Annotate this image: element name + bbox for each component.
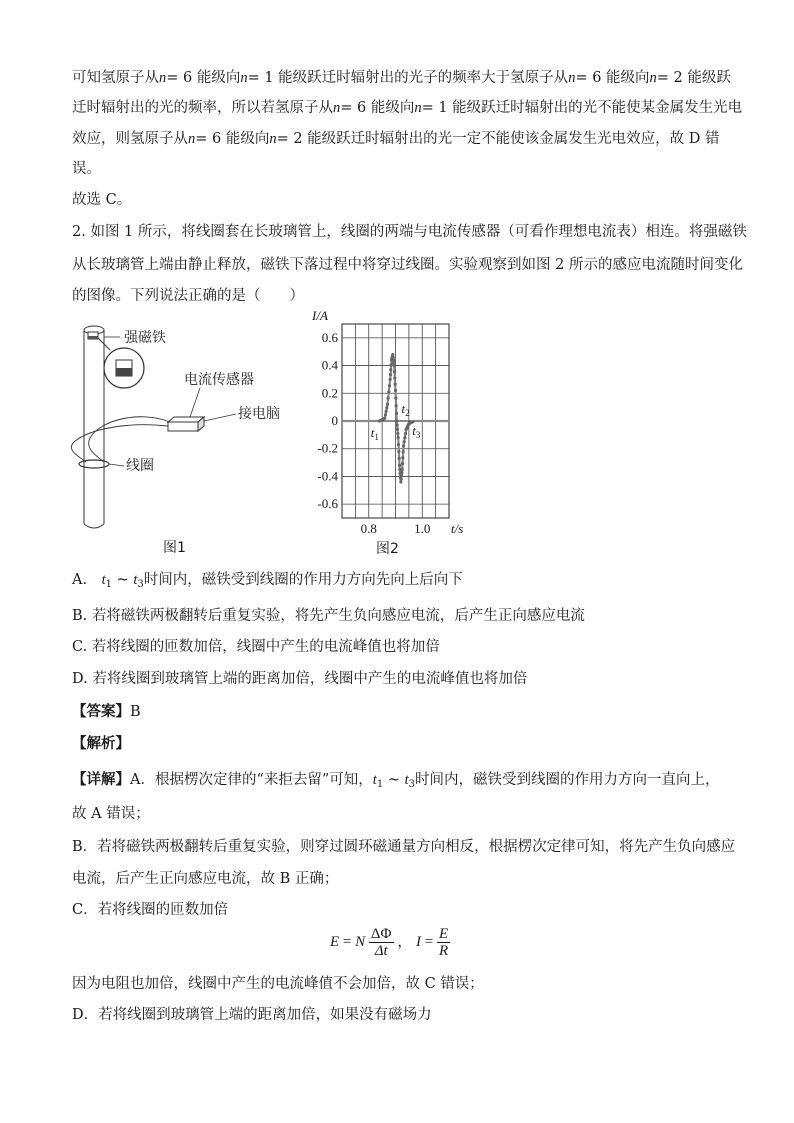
denominator: Δt <box>374 943 388 960</box>
label-magnet: 强磁铁 <box>124 330 166 346</box>
option-a <box>72 570 463 595</box>
series-point <box>397 443 400 446</box>
series-point <box>389 373 392 376</box>
fraction-e-r <box>437 926 450 959</box>
series-point <box>400 471 403 474</box>
y-tick-label: -0.2 <box>317 440 338 456</box>
y-tick-label: 0 <box>331 413 338 428</box>
annotation-subscript: 2 <box>405 408 410 418</box>
text: ~ <box>112 572 134 588</box>
question-line-2: 从长玻璃管上端由静止释放，磁铁下落过程中将穿过线圈。实验观察到如图 2 所示的感应电流随时间变化 <box>72 257 743 273</box>
text: A. <box>72 572 102 588</box>
annotation-t3: $t_3$ <box>412 423 421 440</box>
text: 可知氢原子从 <box>72 70 159 86</box>
y-axis-label: I/A <box>312 310 328 323</box>
chart-y-ticks <box>317 330 338 511</box>
answer-line <box>72 702 141 722</box>
annotation-t1: $t_1$ <box>370 425 379 442</box>
y-tick-label: -0.6 <box>317 496 338 512</box>
intro-line-1 <box>72 68 731 88</box>
y-tick-label: 0.6 <box>321 329 338 345</box>
intro-line-2 <box>72 98 742 118</box>
detail-a-line-2: 故 A 错误； <box>72 806 150 822</box>
text: = <box>339 934 356 950</box>
text: 能级向 <box>601 70 650 86</box>
series-point <box>401 462 404 465</box>
series-point <box>385 410 388 413</box>
detail-d-line-1: D．若将线圈到玻璃管上端的距离加倍，如果没有磁场力 <box>72 1007 432 1023</box>
var-n: N <box>355 934 366 950</box>
series-point <box>394 397 397 400</box>
series-point <box>395 419 398 422</box>
text: = 6 <box>166 70 193 86</box>
var-n: n <box>240 70 248 86</box>
text: = 6 <box>575 70 602 86</box>
text: 能级向 <box>366 100 415 116</box>
analysis-label-text: 【解析】 <box>72 735 130 752</box>
var-n: n <box>414 100 422 116</box>
series-point <box>402 450 405 453</box>
series-point <box>390 363 393 366</box>
annotation-subscript: 1 <box>374 432 379 442</box>
y-tick-label: -0.4 <box>317 468 338 484</box>
series-point <box>400 474 403 477</box>
text: 能级跃迁时辐射出的光子的频率大于氢原子从 <box>273 70 569 86</box>
series-point <box>396 432 399 435</box>
sub: 3 <box>137 579 144 590</box>
var-t: t <box>372 772 377 788</box>
text: ， <box>393 934 413 950</box>
series-point <box>395 412 398 415</box>
sub: 1 <box>105 579 112 590</box>
var-e: E <box>330 934 340 950</box>
detail-b-line-2: 电流，后产生正向感应电流，故 B 正确； <box>72 871 339 887</box>
series-point <box>397 450 400 453</box>
series-point <box>398 457 401 460</box>
text: = 1 <box>421 100 448 116</box>
series-point <box>383 417 386 420</box>
text: 效应，则氢原子从 <box>72 131 188 147</box>
detail-c-line-2: 因为电阻也加倍，线圈中产生的电流峰值不会加倍，故 C 错误； <box>72 976 484 992</box>
x-tick-label: 0.8 <box>360 521 377 536</box>
numerator: ΔΦ <box>370 926 392 943</box>
text: 能级向 <box>221 131 270 147</box>
series-point <box>400 477 403 480</box>
figure-1 <box>60 310 300 560</box>
text: 能级向 <box>192 70 241 86</box>
text: = 2 <box>656 70 683 86</box>
label-coil: 线圈 <box>126 458 154 474</box>
var-n: n <box>188 131 196 147</box>
chart-x-ticks <box>361 521 431 536</box>
figure-2-caption: 图2 <box>376 541 399 557</box>
series-point <box>394 389 397 392</box>
series-point <box>387 397 390 400</box>
series-point <box>385 406 388 409</box>
detail-c-line-1: C．若将线圈的匝数加倍 <box>72 902 229 918</box>
intro-choice: 故选 C。 <box>72 192 132 208</box>
series-point <box>386 403 389 406</box>
text: = 2 <box>276 131 303 147</box>
text: 能级跃迁时辐射出的光一定不能使该金属发生光电效应，故 D 错 <box>302 131 720 147</box>
numerator: E <box>439 926 449 943</box>
figure-2-chart <box>304 310 474 560</box>
text: 能级跃 <box>682 70 731 86</box>
series-point <box>398 464 401 467</box>
detail-label: 【详解】 <box>72 771 130 788</box>
series-point <box>392 361 395 364</box>
series-point <box>393 370 396 373</box>
text: A．根据楞次定律的“来拒去留”可知， <box>130 772 373 788</box>
series-point <box>391 353 394 356</box>
series-point <box>396 428 399 431</box>
series-point <box>389 378 392 381</box>
var-t: t <box>133 572 138 588</box>
annotation-subscript: 3 <box>415 430 421 440</box>
y-tick-label: 0.4 <box>321 357 338 373</box>
text: 迁时辐射出的光的频率，所以若氢原子从 <box>72 100 333 116</box>
var-n: n <box>649 70 657 86</box>
var-t: t <box>101 572 106 588</box>
x-tick-label: 1.0 <box>414 521 431 536</box>
text: = 1 <box>247 70 274 86</box>
series-point <box>394 383 397 386</box>
question-line-1: 2. 如图 1 所示，将线圈套在长玻璃管上，线圈的两端与电流传感器（可看作理想电流表）相连。将强磁铁 <box>72 224 747 240</box>
question-line-3: 的图像。下列说法正确的是（ ） <box>72 288 304 304</box>
var-n: n <box>333 100 341 116</box>
series-point <box>403 440 406 443</box>
y-tick-label: 0.2 <box>321 385 338 401</box>
detail-b-line-1: B．若将磁铁两极翻转后重复实验，则穿过圆环磁通量方向相反，根据楞次定律可知，将先产生负向感应 <box>72 839 736 855</box>
text: 能级跃迁时辐射出的光不能使某金属发生光电 <box>447 100 743 116</box>
text: = <box>421 934 438 950</box>
var-t: t <box>404 772 409 788</box>
text: = 6 <box>195 131 222 147</box>
series-point <box>404 432 407 435</box>
option-d: D. 若将线圈到玻璃管上端的距离加倍，线圈中产生的电流峰值也将加倍 <box>72 671 528 687</box>
series-point <box>399 480 402 483</box>
intro-line-4: 误。 <box>72 161 101 177</box>
current-sensor <box>168 417 204 431</box>
detail-a-line-1 <box>72 770 719 795</box>
answer-label: 【答案】 <box>72 703 130 720</box>
wire-1 <box>71 425 168 462</box>
var-n: n <box>159 70 167 86</box>
series-point <box>396 424 399 427</box>
var-i: I <box>416 934 422 950</box>
sub: 3 <box>408 779 415 790</box>
text: 时间内，磁铁受到线圈的作用力方向先向上后向下 <box>143 572 463 588</box>
var-n: n <box>568 70 576 86</box>
fraction-dphi-dt <box>369 926 394 959</box>
series-point <box>393 376 396 379</box>
sub: 1 <box>376 779 384 790</box>
answer-value: B <box>130 704 141 720</box>
option-b: B. 若将磁铁两极翻转后重复实验，将先产生负向感应电流，后产生正向感应电流 <box>72 608 585 624</box>
analysis-label <box>72 734 130 754</box>
figure-1-caption: 图1 <box>163 540 186 556</box>
text: = 6 <box>340 100 367 116</box>
intro-line-3 <box>72 129 720 149</box>
series-point <box>402 444 405 447</box>
var-n: n <box>269 131 277 147</box>
series-point <box>387 390 390 393</box>
x-axis-label: t/s <box>451 521 464 536</box>
series-point <box>392 356 395 359</box>
series-point <box>389 368 392 371</box>
series-point <box>384 413 387 416</box>
series-point <box>397 436 400 439</box>
label-sensor: 电流传感器 <box>184 372 254 388</box>
formula <box>330 924 450 960</box>
wire-2 <box>89 417 170 462</box>
series-point <box>388 384 391 387</box>
series-point <box>401 468 404 471</box>
annotation-t2: $t_2$ <box>401 401 410 418</box>
text: 时间内，磁铁受到线圈的作用力方向一直向上， <box>414 772 720 788</box>
series-point <box>403 436 406 439</box>
label-computer: 接电脑 <box>238 406 280 422</box>
denominator: R <box>439 943 449 960</box>
series-point <box>393 364 396 367</box>
series-point <box>395 404 398 407</box>
series-point <box>392 358 395 361</box>
series-point <box>401 456 404 459</box>
text: ~ <box>383 772 405 788</box>
option-c: C. 若将线圈的匝数加倍，线圈中产生的电流峰值也将加倍 <box>72 639 440 655</box>
